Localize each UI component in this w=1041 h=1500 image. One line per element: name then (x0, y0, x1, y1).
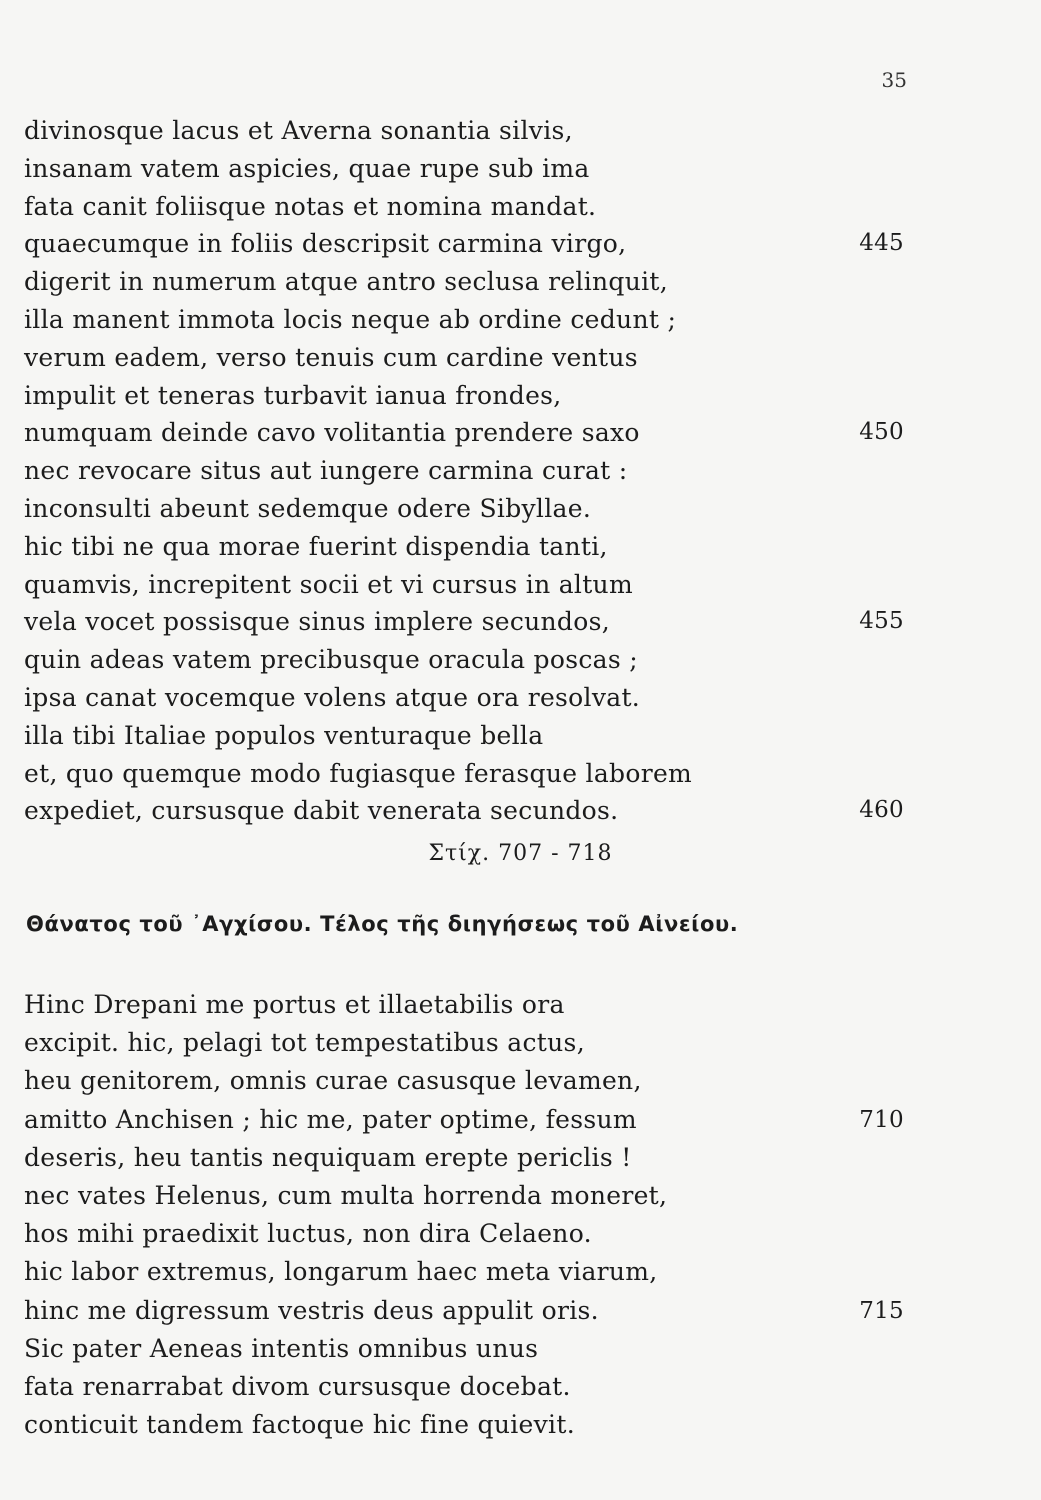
verse-line (24, 490, 904, 528)
verse-text: heu genitorem, omnis curae casusque levamen, (24, 1066, 642, 1096)
verse-text: divinosque lacus et Averna sonantia silvis, (24, 116, 573, 145)
verse-line (24, 603, 904, 641)
verse-text: hic tibi ne qua morae fuerint dispendia tanti, (24, 531, 608, 561)
verse-passage-1 (24, 112, 904, 830)
verse-text: impulit et teneras turbavit ianua frondes, (24, 380, 562, 410)
verse-text: nec vates Helenus, cum multa horrenda moneret, (24, 1180, 668, 1210)
line-number: 455 (859, 608, 904, 635)
verse-line (24, 1215, 904, 1253)
verse-text: illa tibi Italiae populos venturaque bella (24, 720, 544, 750)
line-number: 460 (859, 797, 904, 824)
verse-text: amitto Anchisen ; hic me, pater optime, fessum (24, 1104, 637, 1134)
verse-text: digerit in numerum atque antro seclusa relinquit, (24, 267, 669, 297)
verse-line (24, 1253, 904, 1291)
verse-text: verum eadem, verso tenuis cum cardine ventus (24, 342, 638, 372)
verse-text: fata renarrabat divom cursusque docebat. (24, 1371, 571, 1401)
verse-line (24, 150, 904, 188)
verse-reference: Στίχ. 707 - 718 (428, 841, 613, 866)
verse-line (24, 1368, 904, 1406)
verse-line (24, 1024, 904, 1062)
line-number: 450 (859, 419, 904, 446)
verse-text: expediet, cursusque dabit venerata secundos. (24, 796, 619, 826)
verse-text: excipit. hic, pelagi tot tempestatibus actus, (24, 1028, 585, 1058)
verse-text: hos mihi praedixit luctus, non dira Celaeno. (24, 1219, 592, 1249)
line-number: 715 (859, 1297, 904, 1324)
verse-line (24, 1062, 904, 1100)
verse-line (24, 1101, 904, 1139)
verse-line (24, 263, 904, 301)
verse-line (24, 755, 904, 793)
verse-text: Hinc Drepani me portus et illaetabilis ora (24, 990, 565, 1019)
verse-line (24, 792, 904, 830)
verse-text: hinc me digressum vestris deus appulit oris. (24, 1295, 599, 1325)
verse-passage-2 (24, 986, 904, 1444)
verse-text: nec revocare situs aut iungere carmina curat : (24, 456, 628, 486)
line-number: 710 (859, 1106, 904, 1133)
verse-text: fata canit foliisque notas et nomina mandat. (24, 191, 597, 221)
verse-text: vela vocet possisque sinus implere secundos, (24, 607, 610, 637)
verse-text: quin adeas vatem precibusque oracula poscas ; (24, 645, 638, 675)
verse-line (24, 717, 904, 755)
verse-text: illa manent immota locis neque ab ordine cedunt ; (24, 304, 677, 334)
verse-line (24, 1330, 904, 1368)
verse-text: quaecumque in foliis descripsit carmina virgo, (24, 229, 627, 259)
verse-text: et, quo quemque modo fugiasque ferasque laborem (24, 758, 693, 788)
verse-line (24, 679, 904, 717)
verse-line (24, 528, 904, 566)
verse-text: conticuit tandem factoque hic fine quievit. (24, 1410, 575, 1440)
verse-text: numquam deinde cavo volitantia prendere saxo (24, 418, 640, 448)
verse-text: deseris, heu tantis nequiquam erepte periclis ! (24, 1142, 632, 1172)
verse-line (24, 112, 904, 150)
verse-line (24, 301, 904, 339)
verse-text: insanam vatem aspicies, quae rupe sub ima (24, 153, 590, 183)
page-number: 35 (881, 68, 907, 92)
verse-line (24, 414, 904, 452)
verse-text: inconsulti abeunt sedemque odere Sibyllae. (24, 493, 592, 523)
verse-line (24, 1177, 904, 1215)
verse-line (24, 1139, 904, 1177)
verse-line (24, 1406, 904, 1444)
verse-line (24, 188, 904, 226)
verse-text: hic labor extremus, longarum haec meta viarum, (24, 1257, 658, 1287)
verse-text: ipsa canat vocemque volens atque ora resolvat. (24, 682, 641, 712)
line-number: 445 (859, 230, 904, 257)
verse-line (24, 225, 904, 263)
verse-line (24, 566, 904, 604)
verse-line (24, 339, 904, 377)
verse-line (24, 377, 904, 415)
verse-line (24, 986, 904, 1024)
verse-text: Sic pater Aeneas intentis omnibus unus (24, 1333, 539, 1363)
verse-text: quamvis, increpitent socii et vi cursus in altum (24, 569, 633, 599)
verse-line (24, 1292, 904, 1330)
section-heading: Θάνατος τοῦ ᾿Αγχίσου. Τέλος τῆς διηγήσεως τοῦ Αἰνείου. (26, 912, 739, 936)
verse-line (24, 452, 904, 490)
verse-line (24, 641, 904, 679)
